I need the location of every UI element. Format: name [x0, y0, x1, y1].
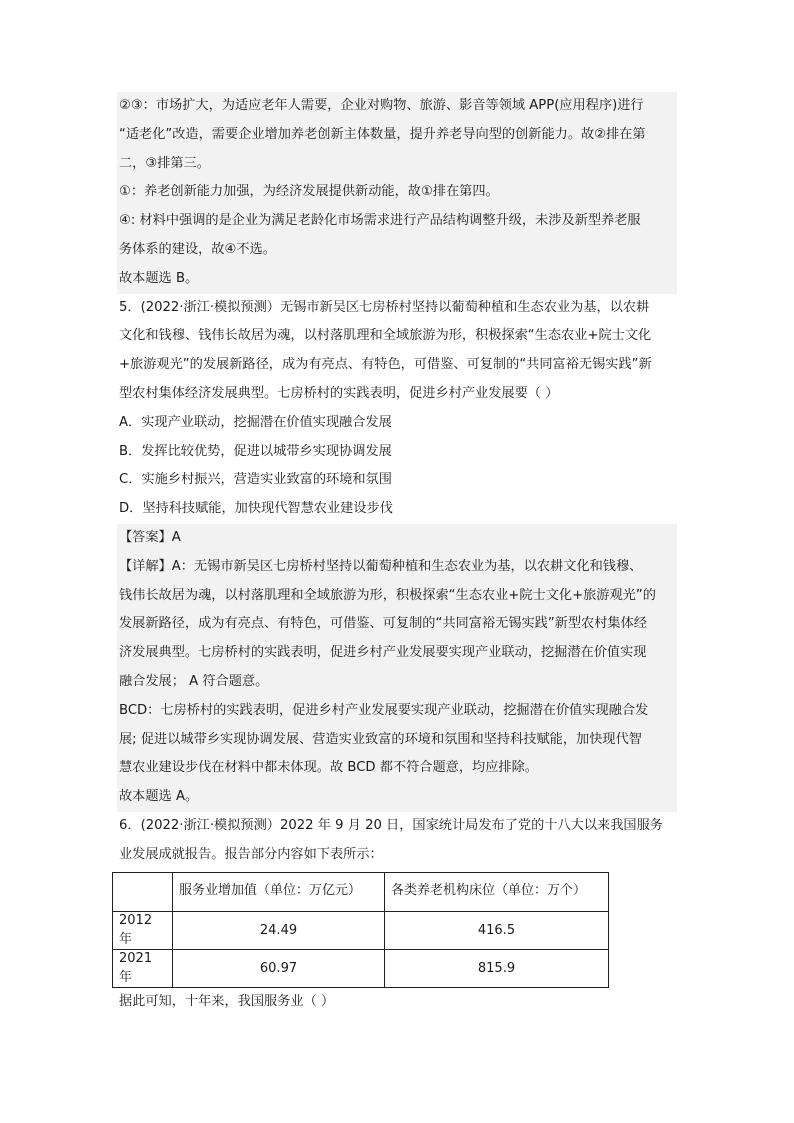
text-line: ④: 材料中强调的是企业为满足老龄化市场需求进行产品结构调整升级，未涉及新型养老服: [117, 207, 677, 236]
document-page: [117, 92, 677, 1016]
table-header-cell: 服务业增加值（单位：万亿元）: [173, 872, 385, 911]
table-cell-year: 2021 年: [113, 949, 173, 987]
question-stem-line: 6．(2022·浙江·模拟预测）2022 年 9 月 20 日，国家统计局发布了党的十八大以来我国服务: [119, 817, 663, 833]
detail-line: 钱伟长故居为魂，以村落肌理和全域旅游为形，积极探索“生态农业+院士文化+旅游观光”的: [117, 582, 677, 611]
table-header-row: [113, 872, 609, 911]
table-cell: 60.97: [173, 949, 385, 987]
question-stem-line: 文化和钱穆、钱伟长故居为魂，以村落肌理和全域旅游为形，积极探索“生态农业+院士文化: [119, 328, 652, 344]
text-line: 务体系的建设，故④不选。: [117, 236, 677, 265]
detail-line: 慧农业建设步伐在材料中都未体现。故 BCD 都不符合题意，均应排除。: [117, 754, 677, 783]
question-stem-line: 型农村集体经济发展典型。七房桥村的实践表明，促进乡村产业发展要（ ）: [119, 385, 559, 401]
question-5: [117, 294, 677, 812]
table-cell: 815.9: [385, 949, 609, 987]
question-6: [117, 812, 677, 1016]
data-table: [112, 872, 609, 988]
table-cell-year: 2012 年: [113, 911, 173, 949]
answer-line: 【答案】A: [117, 524, 677, 553]
question-line: 据此可知，十年来，我国服务业（ ）: [119, 993, 335, 1009]
table-header-cell: [113, 872, 173, 911]
option-b: B．发挥比较优势，促进以城带乡实现协调发展: [119, 443, 392, 459]
table-row: [113, 911, 609, 949]
detail-line: 【详解】A：无锡市新吴区七房桥村坚持以葡萄种植和生态农业为基，以农耕文化和钱穆、: [117, 553, 677, 582]
text-line: 故本题选 B。: [117, 265, 677, 294]
option-c: C．实施乡村振兴，营造实业致富的环境和氛围: [119, 472, 392, 488]
table-cell: 416.5: [385, 911, 609, 949]
option-a: A．实现产业联动，挖掘潜在价值实现融合发展: [119, 414, 392, 430]
prev-analysis: [117, 92, 677, 294]
table-row: [113, 949, 609, 987]
question-stem-line: +旅游观光”的发展新路径，成为有亮点、有特色，可借鉴、可复制的“共同富裕无锡实践”新: [119, 357, 652, 373]
question-stem-line: 业发展成就报告。报告部分内容如下表所示：: [119, 846, 383, 862]
detail-line: 融合发展； A 符合题意。: [117, 668, 677, 697]
question-stem-line: 5．(2022·浙江·模拟预测）无锡市新吴区七房桥村坚持以葡萄种植和生态农业为基，以农耕: [119, 299, 650, 315]
text-line: ②③：市场扩大，为适应老年人需要，企业对购物、旅游、影音等领域 APP(应用程序)进行: [117, 92, 677, 121]
option-d: D．坚持科技赋能，加快现代智慧农业建设步伐: [119, 501, 393, 517]
text-line: ①：养老创新能力加强，为经济发展提供新动能，故①排在第四。: [117, 178, 677, 207]
text-line: “适老化”改造，需要企业增加养老创新主体数量，提升养老导向型的创新能力。故②排在第: [117, 121, 677, 150]
detail-line: 济发展典型。七房桥村的实践表明，促进乡村产业发展要实现产业联动，挖掘潜在价值实现: [117, 639, 677, 668]
text-line: 二，③排第三。: [117, 150, 677, 179]
detail-line: BCD：七房桥村的实践表明，促进乡村产业发展要实现产业联动，挖掘潜在价值实现融合发: [117, 697, 677, 726]
detail-line: 展; 促进以城带乡实现协调发展、营造实业致富的环境和氛围和坚持科技赋能，加快现代智: [117, 726, 677, 755]
detail-line: 故本题选 A。: [117, 783, 677, 812]
table-header-cell: 各类养老机构床位（单位：万个）: [385, 872, 609, 911]
table-cell: 24.49: [173, 911, 385, 949]
detail-line: 发展新路径，成为有亮点、有特色，可借鉴、可复制的“共同富裕无锡实践”新型农村集体经: [117, 610, 677, 639]
